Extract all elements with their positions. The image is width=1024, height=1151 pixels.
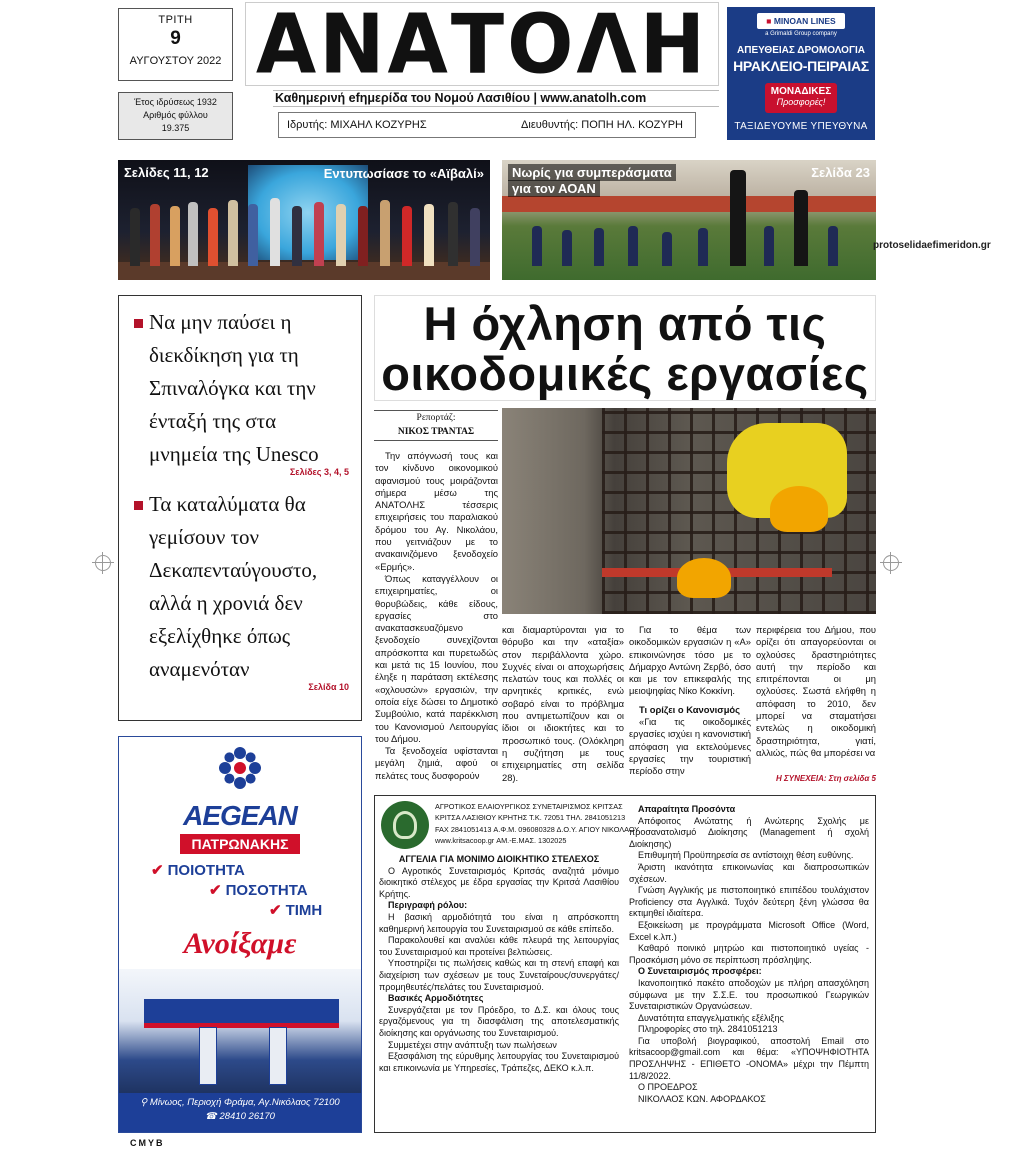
photo1-pages: Σελίδες 11, 12	[124, 165, 209, 180]
minoan-slogan: ΤΑΞΙΔΕΥΟΥΜΕ ΥΠΕΥΘΥΝΑ	[734, 121, 868, 132]
founded-year: Έτος ιδρύσεως 1932	[134, 97, 217, 107]
article-column-4: περιφέρεια του Δήμου, που ορίζει ότι απαγορεύονται οι οχλούσες δραστηριότητες αυτή την περίοδο και επιτρέπονται οι μη οχλούσες. Σωστά ελήφθη η απόφαση το 2010, δεν μπορεί να σταματήσει εντελώς η οικοδομική δραστηριότητα, γιατί, αλλιώς, πώς θα μπορέσει να	[756, 624, 876, 758]
helmet-icon	[770, 486, 828, 532]
fuel-pump-icon	[269, 1027, 287, 1085]
check-icon: ✔	[209, 882, 222, 899]
side-headline[interactable]: Να μην παύσει η διεκδίκηση για τη Σπιναλόγκα και την ένταξή της στα μνημεία της Unesco Σελίδες 3, 4, 5	[131, 306, 349, 478]
headline-pages: Σελίδες 3, 4, 5	[289, 467, 349, 477]
sheet-label: Αριθμός φύλλου	[143, 110, 208, 120]
address: ⚲ Μίνωος, Περιοχή Φράμα, Αγ.Νικόλαος 72100	[140, 1097, 340, 1108]
aegean-brand: AEGEAN	[183, 800, 297, 831]
month-year: ΑΥΓΟΥΣΤΟΥ 2022	[129, 55, 222, 67]
article-column-3: Για το θέμα των οικοδομικών εργασιών η «Α» επικοινώνησε τόσο με το Δήμαρχο Αντώνη Ζερβό, όσο και με τον επικεφαλής της μειοψηφίας Νίκο Κοκκίνη. Τι ορίζει ο Κανονισμός «Για τις οικοδομικές εργασίες ισχύει η κανονιστική απόφαση για εκτελούμενες εργασίες την τουριστική περίοδο στην	[629, 624, 751, 777]
price-claim: ✔ ΤΙΜΗ	[269, 902, 323, 919]
classified-column-1: ΑΓΓΕΛΙΑ ΓΙΑ ΜΟΝΙΜΟ ΔΙΟΙΚΗΤΙΚΟ ΣΤΕΛΕΧΟΣ Ο Αγροτικός Συνεταιρισμός Κριτσάς αναζητά μόνιμο διοικητικό στέλεχος με έδρα εργασίας την Κριτσά Λασιθίου Κρήτης. Περιγραφή ρόλου: Η βασική αρμοδιότητά του είναι η απρόσκοπτη καθημερινή λειτουργία του Συνεταιρισμού σε κάθε επίπεδο. Παρακολουθεί και αναλύει κάθε πλευρά της λειτουργίας του Συνεταιρισμού και προτείνει βελτιώσεις. Υποστηρίζει τις πωλήσεις καθώς και τη στενή επαφή και διαχείριση των σχέσεων με τους Συνεταίρους/συνεργάτες/προμηθευτές/πελάτες του Συνεταιρισμού. Βασικές Αρμοδιότητες Συνεργάζεται με τον Πρόεδρο, το Δ.Σ. και όλους τους εργαζόμενους για τη διασφάλιση της αποτελεσματικής διοίκησης και οργάνωσης του Συνεταιρισμού. Συμμετέχει στην ανάπτυξη των πωλήσεων Εξασφάλιση της εύρυθμης λειτουργίας του Συνεταιρισμού και επικοινωνία με Υπηρεσίες, Τράπεζες, ΔΕΚΟ κ.λ.π.	[379, 854, 619, 1073]
founder: Ιδρυτής: ΜΙΧΑΗΛ ΚΟΖΥΡΗΣ	[287, 119, 427, 131]
phone: ☎ 28410 26170	[205, 1111, 275, 1122]
quality-claim: ✔ ΠΟΙΟΤΗΤΑ	[151, 862, 245, 879]
theatre-photo[interactable]	[118, 160, 490, 280]
station-canopy	[144, 999, 339, 1028]
email-instruction: Για υποβολή βιογραφικού, αποστολή Email στο kritsacoop@gmail.com και θέμα: «ΥΠΟΨΗΦΙΟΤΗΤΑ ΠΡΟΣΛΗΨΗΣ - ΕΠΙΘΕΤΟ -ΟΝΟΜΑ» μέχρι την Πέμπτη 11/8/2022.	[629, 1035, 869, 1081]
subheading: Τι ορίζει ο Κανονισμός	[639, 703, 741, 715]
job-classified-ad	[374, 795, 876, 1133]
headline-pages: Σελίδα 10	[308, 682, 349, 692]
aegean-flower-icon	[217, 745, 263, 791]
station-image	[119, 969, 361, 1099]
minoan-offer-badge: ΜΟΝΑΔΙΚΕΣ Προσφορές!	[765, 83, 837, 113]
continued-link[interactable]: Η ΣΥΝΕΧΕΙΑ: Στη σελίδα 5	[776, 774, 876, 783]
aegean-contact	[119, 1093, 361, 1132]
classified-column-2: Απαραίτητα Προσόντα Απόφοιτος Ανώτατης ή Ανώτερης Σχολής με προσανατολισμό Διοίκησης (Management ή σχολή Διοίκησης) Επιθυμητή Προϋπηρεσία σε αντίστοιχη θέση ευθύνης. Άριστη ικανότητα επικοινωνίας και διαπροσωπικών σχέσεων. Γνώση Αγγλικής με πιστοποιητικό επιπέδου τουλάχιστον Proficiency στα Αγγλικά. Τυχόν δεύτερη ξένη γλώσσα θα εκτιμηθεί ιδιαίτερα. Εξοικείωση με προγράμματα Microsoft Office (Word, Excel κ.λπ.) Καθαρό ποινικό μητρώο και πιστοποιητικό υγείας - Προσκόμιση μόνο σε περίπτωση πρόσληψης. Ο Συνεταιρισμός προσφέρει: Ικανοποιητικό πακέτο αποδοχών με πλήρη απασχόληση σύμφωνα με την Σ.Σ.Ε. του προσωπικού Γεωργικών Συνεταιριστικών Οργανώσεων. Δυνατότητα επαγγελματικής εξέλιξης Πληροφορίες στο τηλ. 2841051213 Για υποβολή βιογραφικού, αποστολή Email στο kritsacoop@gmail.com και θέμα: «ΥΠΟΨΗΦΙΟΤΗΤΑ ΠΡΟΣΛΗΨΗΣ - ΕΠΙΘΕΤΟ -ΟΝΟΜΑ» μέχρι την Πέμπτη 11/8/2022. Ο ΠΡΟΕΔΡΟΣ ΝΙΚΟΛΑΟΣ ΚΩΝ. ΑΦΟΡΔΑΚΟΣ	[629, 804, 869, 1104]
bullet-icon	[134, 501, 143, 510]
coop-header: ΑΓΡΟΤΙΚΟΣ ΕΛΑΙΟΥΡΓΙΚΟΣ ΣΥΝΕΤΑΙΡΙΣΜΟΣ ΚΡΙΤΣΑΣ ΚΡΙΤΣΑ ΛΑΣΙΘΙΟΥ ΚΡΗΤΗΣ Τ.Κ. 72051 ΤΗΛ. 2841051213 FAX 2841051413 Α.Φ.Μ. 096080328 Δ.Ο.Υ. ΑΓΙΟΥ ΝΙΚΟΛΑΟΥ www.kritsacoop.gr ΑΜ.-Ε.ΜΑΣ. 1302025	[435, 802, 640, 846]
classified-title: ΑΓΓΕΛΙΑ ΓΙΑ ΜΟΝΙΜΟ ΔΙΟΙΚΗΤΙΚΟ ΣΤΕΛΕΧΟΣ	[398, 854, 600, 864]
minoan-line2: ΗΡΑΚΛΕΙΟ-ΠΕΙΡΑΙΑΣ	[733, 58, 869, 74]
fuel-pump-icon	[199, 1027, 217, 1085]
football-team-photo[interactable]	[502, 160, 876, 280]
date-box	[118, 8, 233, 81]
quantity-claim: ✔ ΠΟΣΟΤΗΤΑ	[209, 882, 308, 899]
reporter-byline: Ρεπορτάζ: ΝΙΚΟΣ ΤΡΑΝΤΑΣ	[374, 410, 498, 441]
minoan-lines-ad[interactable]	[727, 7, 875, 140]
side-headline[interactable]: Τα καταλύματα θα γεμίσουν τον Δεκαπενταύγουστο, αλλά η χρονιά δεν εξελίχθηκε όπως αναμενόταν Σελίδα 10	[131, 488, 349, 693]
day-number: 9	[170, 28, 181, 49]
reporter-name: ΝΙΚΟΣ ΤΡΑΝΤΑΣ	[397, 427, 475, 437]
sheet-number: 19.375	[161, 123, 190, 133]
minoan-group: a Grimaldi Group company	[765, 31, 837, 37]
article-column-1: Την απόγνωσή τους και τον κίνδυνο οικονομικού αφανισμού τους μοιράζονται σήμερα μέσω της ΑΝΑΤΟΛΗΣ τέσσερις επιχειρήσεις του παραλιακού δρόμου του Αγ. Νικολάου, που γειτνιάζουν με το ανακαινιζόμενο ξενοδοχείο «Ερμής». Όπως καταγγέλλουν οι επιχειρηματίες, οι θορυβώδεις, κάθε είδους, εργασίες στο ανακατασκευαζόμενο ξενοδοχείο συνεχίζονται απρόσκοπτα και πυρετωδώς και μετά τις 15 Ιουνίου, που έληξε η παράταση εκτέλεσης «οχλουσών» εργασιών, την οποία είχε δώσει το Δημοτικό Συμβούλιο, κατά παρέκκλιση του Κανονισμού Λειτουργίας του Δήμου. Τα ξενοδοχεία υφίστανται μεγάλη ζημιά, αφού οι πελάτες τους δυσφορούν	[375, 450, 498, 781]
helmet-icon	[677, 558, 731, 598]
coop-logo-icon	[381, 801, 429, 849]
photo2-caption: Νωρίς για συμπεράσματα για τον ΑΟΑΝ	[508, 165, 676, 197]
masthead	[245, 2, 719, 86]
aegean-fuel-ad[interactable]	[118, 736, 362, 1133]
founders-bar	[278, 112, 696, 138]
side-headlines-box	[118, 295, 362, 721]
registration-mark-icon	[883, 555, 899, 571]
newspaper-title: ΑΝΑΤΟΛΗ	[255, 2, 709, 86]
check-icon: ✔	[151, 862, 164, 879]
cmyk-marks: CMYB	[130, 1138, 165, 1148]
construction-photo[interactable]	[502, 408, 876, 614]
watermark: protoselidaefimeridon.gr	[873, 240, 991, 251]
tagline: Καθημερινή efημερίδα του Νομού Λασιθίου | www.anatolh.com	[273, 90, 719, 107]
main-headline[interactable]: Η όχληση από τις οικοδομικές εργασίες	[374, 295, 876, 401]
opened-slogan: Ανοίξαμε	[183, 927, 297, 960]
article-column-2: και διαμαρτύρονται για το θόρυβο και την «αταξία» στον περιβάλλοντα χώρο. Συχνές είναι οι αποχωρήσεις πελατών τους και πολλές οι αρνητικές κριτικές, ενώ σοβαρό είναι το πρόβλημα που αντιμετωπίζουν και οι ίδιοι οι ιδιοκτήτες και το προσωπικό τους. (Ολόκληρη η συζήτηση με τους επιχειρηματίες στη σελίδα 28).	[502, 624, 624, 783]
aegean-owner: ΠΑΤΡΩΝΑΚΗΣ	[180, 834, 300, 854]
pin-icon: ⚲	[140, 1097, 148, 1108]
photo2-pages: Σελίδα 23	[811, 165, 870, 180]
minoan-line1: ΑΠΕΥΘΕΙΑΣ ΔΡΟΜΟΛΟΓΙΑ	[737, 45, 865, 56]
founded-box	[118, 92, 233, 140]
weekday: ΤΡΙΤΗ	[158, 14, 193, 26]
bullet-icon	[134, 319, 143, 328]
minoan-logo: ■ MINOAN LINES	[757, 13, 845, 29]
photo1-caption: Εντυπωσίασε το «Αϊβαλί»	[323, 166, 484, 181]
registration-mark-icon	[95, 555, 111, 571]
check-icon: ✔	[269, 902, 282, 919]
director: Διευθυντής: ΠΟΠΗ ΗΛ. ΚΟΖΥΡΗ	[521, 119, 683, 131]
